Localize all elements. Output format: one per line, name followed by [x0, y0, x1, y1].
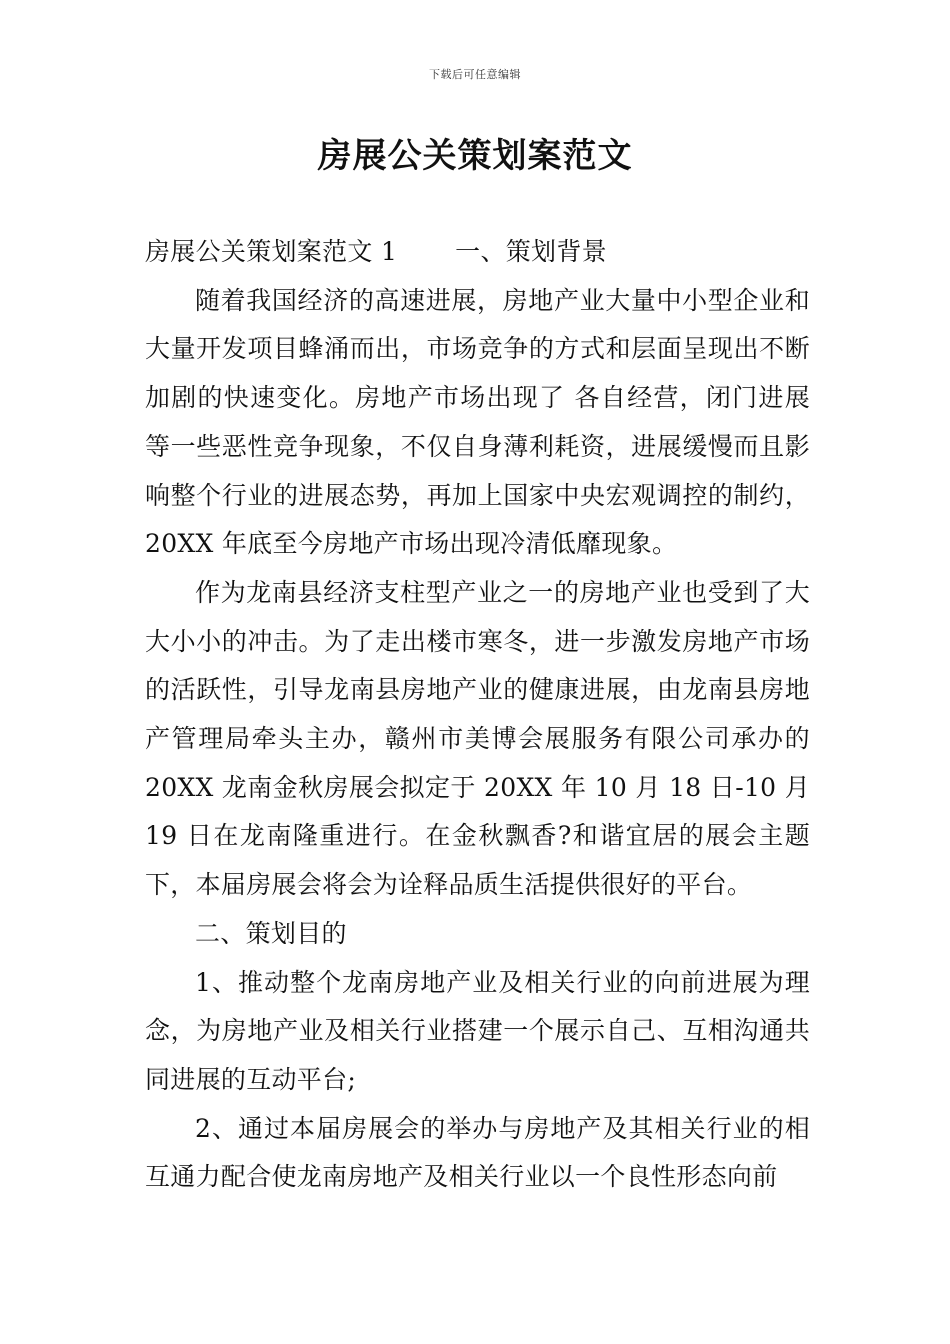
paragraph-background-1: 随着我国经济的高速进展，房地产业大量中小型企业和大量开发项目蜂涌而出，市场竞争的方式和层面呈现出不断加剧的快速变化。房地产市场出现了 各自经营，闭门进展等一些恶性竞争现象，不仅自身薄利耗资，进展缓慢而且影响整个行业的进展态势，再加上国家中央宏观调控的制约，20XX 年底至今房地产市场出现冷清低靡现象。 [145, 285, 810, 559]
document-body [145, 228, 810, 1202]
section-heading-background: 一、策划背景 [455, 237, 607, 266]
paragraph-purpose-2: 2、通过本届房展会的举办与房地产及其相关行业的相互通力配合使龙南房地产及相关行业以一个良性形态向前 [145, 1113, 810, 1192]
paragraph-background-2: 作为龙南县经济支柱型产业之一的房地产业也受到了大大小小的冲击。为了走出楼市寒冬，进一步激发房地产市场的活跃性，引导龙南县房地产业的健康进展，由龙南县房地产管理局牵头主办，赣州市美博会展服务有限公司承办的 20XX 龙南金秋房展会拟定于 20XX 年 10 月 18 日-10 月 19 日在龙南隆重进行。在金秋飘香?和谐宜居的展会主题下，本届房展会将会为诠释品质生活提供很好的平台。 [145, 577, 810, 900]
header-note: 下载后可任意编辑 [429, 68, 521, 81]
doc-label: 房展公关策划案范文 1 [145, 237, 398, 266]
document-title: 房展公关策划案范文 [317, 136, 633, 176]
first-line [145, 228, 810, 277]
section-heading-purpose: 二、策划目的 [195, 918, 347, 948]
paragraph-purpose-1: 1、推动整个龙南房地产业及相关行业的向前进展为理念，为房地产业及相关行业搭建一个展示自己、互相沟通共同进展的互动平台; [145, 967, 810, 1094]
